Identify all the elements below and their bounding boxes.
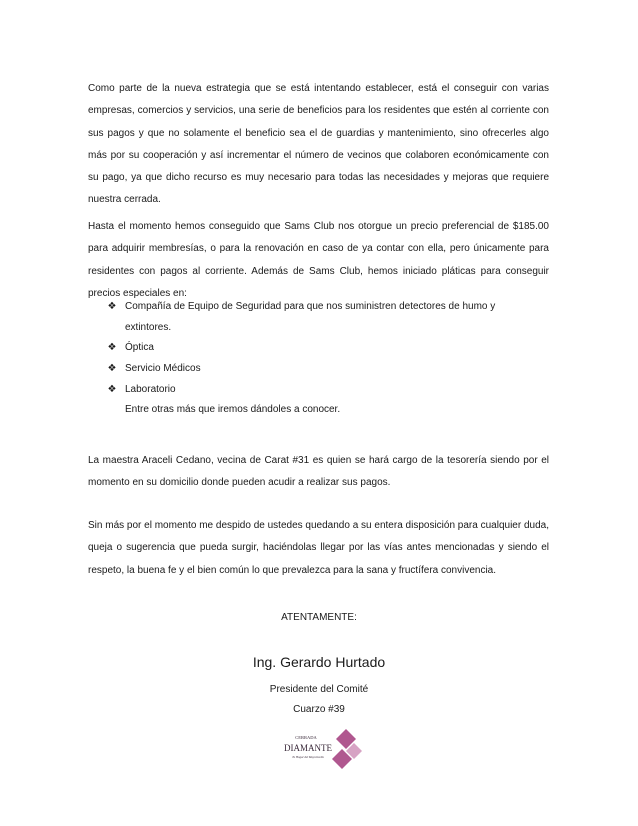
diamond-bullet-icon: ❖ (107, 363, 117, 375)
signatory-address: Cuarzo #39 (293, 704, 345, 715)
benefit-item (104, 359, 544, 380)
benefit-item (104, 380, 544, 401)
signatory-title: Presidente del Comité (269, 684, 369, 695)
benefit-text: Óptica (125, 342, 154, 354)
intro-paragraph: Como parte de la nueva estrategia que se está intentando establecer, está el conseguir con varias empresas, comercios y servicios, una serie de beneficios para los residentes que estén al corriente con sus pagos y que no solamente el beneficio sea el de guardias y mantenimiento, sino ofrecerles algo más por su cooperación y así incrementar el número de vecinos que colaboren económicamente con su pago, ya que dicho recurso es muy necesario para todas las necesidades y mejoras que requiere nuestra cerrada. (88, 83, 549, 206)
salutation: ATENTAMENTE: (281, 612, 357, 623)
cerrada-diamante-logo (284, 727, 364, 771)
benefit-text: Laboratorio (125, 383, 176, 395)
benefits-list (104, 297, 544, 401)
logo-tagline: Tu Hogar del Mayoresella (292, 755, 324, 759)
benefit-item (104, 338, 544, 359)
sams-paragraph: Hasta el momento hemos conseguido que Sams Club nos otorgue un precio preferencial de $185.00 para adquirir membresías, o para la renovación en caso de ya contar con ella, pero únicamente para residentes con pagos al corriente. Además de Sams Club, hemos iniciado pláticas para conseguir precios especiales en: (88, 221, 549, 299)
signatory-name: Ing. Gerardo Hurtado (252, 654, 386, 670)
diamond-bullet-icon: ❖ (107, 342, 117, 354)
treasurer-paragraph: La maestra Araceli Cedano, vecina de Carat #31 es quien se hará cargo de la tesorería siendo por el momento en su domicilio donde pueden acudir a realizar sus pagos. (88, 455, 549, 489)
benefit-item (104, 297, 523, 338)
logo-line2: DIAMANTE (284, 743, 332, 753)
farewell-paragraph: Sin más por el momento me despido de ustedes quedando a su entera disposición para cualquier duda, queja o sugerencia que pueda surgir, haciéndolas llegar por las vías antes mencionadas y siendo el respeto, la buena fe y el bien común lo que prevalezca para la sana y fructífera convivencia. (88, 520, 549, 576)
benefit-text: Servicio Médicos (125, 363, 201, 375)
benefit-text: Compañía de Equipo de Seguridad para que nos suministren detectores de humo y extintores. (125, 301, 496, 333)
diamond-bullet-icon: ❖ (107, 383, 117, 395)
diamond-bullet-icon: ❖ (107, 301, 117, 312)
logo-line1: CERRADA (295, 735, 317, 740)
benefits-tail: Entre otras más que iremos dándoles a conocer. (125, 404, 341, 415)
